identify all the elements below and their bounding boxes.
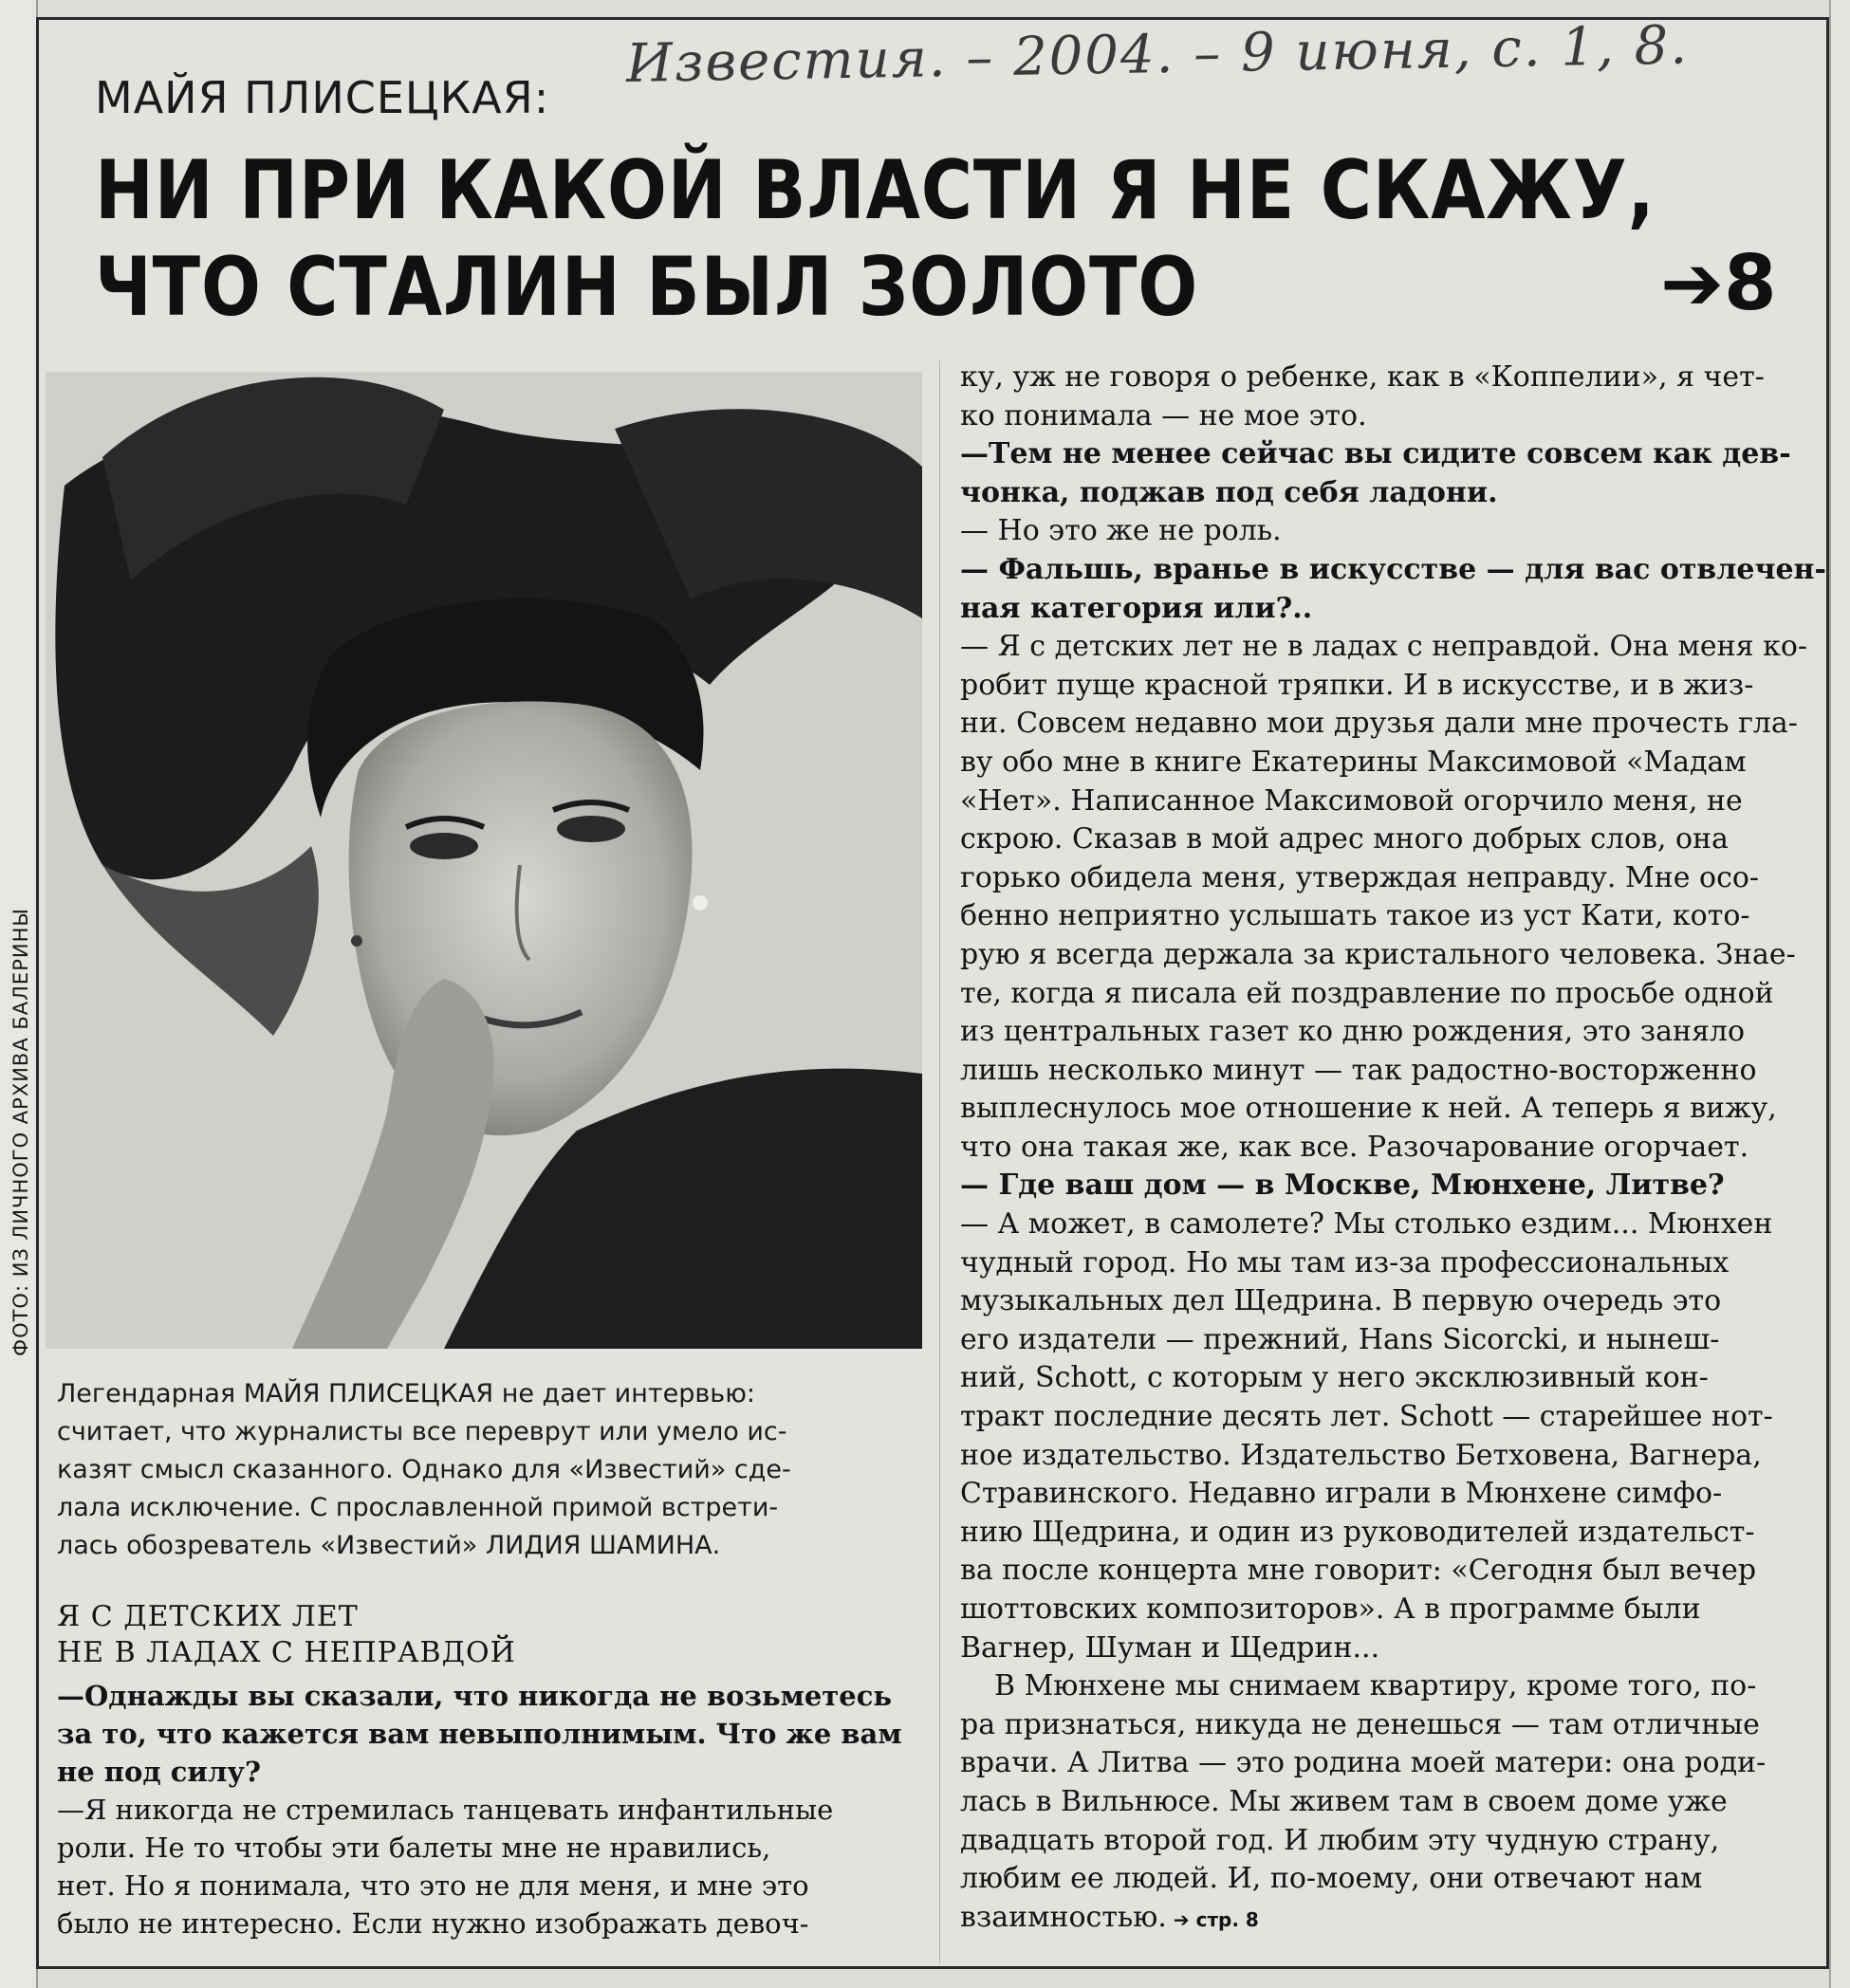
headline-line-2: ЧТО СТАЛИН БЫЛ ЗОЛОТО [95,240,1199,335]
answer-line [960,1090,1823,1129]
answer-line [960,1552,1823,1591]
line-text: его издатели — прежний, Hans Sicorcki, и нынеш- [960,1322,1720,1356]
subhead-line: НЕ В ЛАДАХ С НЕПРАВДОЙ [57,1636,516,1669]
line-text: чудный город. Но мы там из-за профессиональных [960,1245,1730,1279]
line-text: рую я всегда держала за кристального человека. Знае- [960,937,1796,971]
question-line: не под силу? [57,1756,261,1788]
line-text: чонка, поджав под себя ладони. [960,475,1498,509]
continued-page-ref: ➔8 [1660,239,1777,327]
answer-line [960,1359,1823,1398]
line-text: ва после концерта мне говорит: «Сегодня был вечер [960,1554,1757,1588]
answer-line [960,1282,1823,1321]
photo-credit: ФОТО: ИЗ ЛИЧНОГО АРХИВА БАЛЕРИНЫ [9,908,32,1356]
answer-line [960,1321,1823,1360]
right-column-text [960,359,1826,1939]
answer-line [960,1860,1823,1899]
line-text: двадцать второй год. И любим эту чудную страну, [960,1823,1720,1857]
answer-line [960,1783,1823,1822]
line-text: лишь несколько минут — так радостно-восторженно [960,1053,1757,1087]
subhead-line: Я С ДЕТСКИХ ЛЕТ [57,1600,359,1633]
line-text: ву обо мне в книге Екатерины Максимовой «Мадам [960,745,1747,779]
line-text: нию Щедрина, и один из руководителей издательст- [960,1515,1755,1549]
answer-line [960,1013,1823,1052]
line-text: В Мюнхене мы снимаем квартиру, кроме того, по- [994,1669,1757,1703]
line-text: ни. Совсем недавно мои друзья дали мне прочесть гла- [960,707,1798,741]
line-text: тракт последние десять лет. Schott — старейшее нот- [960,1400,1773,1434]
line-text: Вагнер, Шуман и Щедрин... [960,1630,1380,1665]
section-subhead [57,1599,920,1671]
answer-line [960,1667,1823,1706]
line-text: ку, уж не говоря о ребенке, как в «Коппелии», я чет- [960,360,1765,394]
line-text: —Тем не менее сейчас вы сидите совсем как дев- [960,437,1791,471]
answer-line [960,1244,1823,1283]
line-text: что она такая же, как все. Разочарование огорчает. [960,1130,1749,1164]
caption-line: лась обозреватель «Известий» ЛИДИЯ ШАМИНА. [57,1531,721,1560]
handwritten-source-note: Известия. – 2004. – 9 июня, с. 1, 8. [625,14,1690,95]
line-text: ное издательство. Издательство Бетховена, Вагнера, [960,1438,1762,1472]
line-text: горько обидела меня, утверждая неправду. Мне осо- [960,860,1760,894]
left-column-text [57,1599,920,1942]
caption-line: считает, что журналисты все переврут или умело ис- [57,1417,787,1446]
answer-line [960,782,1823,821]
interview-answer [57,1791,920,1942]
interview-question [57,1677,920,1791]
line-text: бенно неприятно услышать такое из уст Кати, кото- [960,899,1750,933]
line-text: лась в Вильнюсе. Мы живем там в своем доме уже [960,1784,1728,1818]
answer-line [960,1206,1823,1244]
answer-line [960,705,1823,744]
article-kicker: МАЙЯ ПЛИСЕЦКАЯ: [95,72,550,123]
article-headline [95,142,1656,336]
portrait-photo [46,372,922,1349]
answer-line [960,936,1823,975]
continued-page-link: ➔ стр. 8 [1166,1907,1259,1931]
line-text: взаимностью. [960,1900,1167,1934]
line-text: — А может, в самолете? Мы столько ездим... Мюнхен [960,1207,1773,1242]
answer-line [960,1744,1823,1783]
question-line [960,1167,1823,1206]
line-text: — Я с детских лет не в ладах с неправдой. Она меня ко- [960,630,1808,664]
line-text: «Нет». Написанное Максимовой огорчило меня, не [960,783,1743,818]
answer-line [960,667,1823,706]
line-text: робит пуще красной тряпки. И в искусстве, и в жиз- [960,668,1754,702]
caption-line: лала исключение. С прославленной примой встрети- [57,1493,779,1522]
line-text: ра признаться, никуда не денешься — там отличные [960,1707,1760,1741]
line-text: шоттовских композиторов». А в программе были [960,1592,1701,1626]
answer-line [960,1591,1823,1629]
line-text: ко понимала — не мое это. [960,398,1367,433]
answer-line [960,897,1823,936]
answer-line [960,1899,1823,1940]
answer-line [960,512,1823,551]
answer-line: роли. Не то чтобы эти балеты мне не нравились, [57,1832,771,1864]
line-text: — Но это же не роль. [960,514,1282,548]
right-margin-strip [1829,0,1850,1988]
answer-line [960,1629,1823,1668]
answer-line: было не интересно. Если нужно изображать девоч- [57,1907,809,1940]
answer-line [960,1514,1823,1553]
answer-line [960,1822,1823,1861]
answer-line [960,628,1823,667]
headline-line-1: НИ ПРИ КАКОЙ ВЛАСТИ Я НЕ СКАЖУ, [95,143,1656,238]
photo-caption [57,1375,920,1565]
answer-line [960,1052,1823,1091]
answer-line [960,975,1823,1014]
answer-line [960,1129,1823,1168]
question-line: за то, что кажется вам невыполнимым. Что же вам [57,1718,902,1750]
answer-line [960,1475,1823,1514]
answer-line [960,820,1823,859]
line-text: выплеснулось мое отношение к ней. А теперь я вижу, [960,1092,1777,1126]
line-text: те, когда я писала ей поздравление по просьбе одной [960,976,1774,1010]
question-line: —Однажды вы сказали, что никогда не возьметесь [57,1680,893,1712]
answer-line: —Я никогда не стремилась танцевать инфантильные [57,1794,834,1826]
question-line [960,551,1826,590]
question-line [960,435,1823,474]
line-text: любим ее людей. И, по-моему, они отвечают нам [960,1862,1703,1896]
line-text: из центральных газет ко дню рождения, это заняло [960,1015,1746,1049]
column-divider [939,360,940,1963]
line-text: Стравинского. Недавно играли в Мюнхене симфо- [960,1477,1723,1511]
answer-line [960,859,1823,898]
line-text: ний, Schott, с которым у него эксклюзивный кон- [960,1361,1709,1395]
question-line [960,590,1823,629]
answer-line [960,359,1823,397]
answer-line [960,744,1823,782]
question-line [960,474,1823,513]
line-text: — Где ваш дом — в Москве, Мюнхене, Литве? [960,1169,1725,1203]
caption-line: казят смысл сказанного. Однако для «Известий» сде- [57,1455,791,1484]
answer-line [960,1398,1823,1437]
line-text: музыкальных дел Щедрина. В первую очередь это [960,1284,1722,1318]
line-text: врачи. А Литва — это родина моей матери: она роди- [960,1746,1767,1780]
line-text: скрою. Сказав в мой адрес много добрых слов, она [960,822,1729,856]
portrait-photo-image [46,372,922,1349]
answer-line: нет. Но я понимала, что это не для меня, и мне это [57,1869,809,1902]
answer-line [960,1706,1823,1745]
line-text: ная категория или?.. [960,591,1313,625]
answer-line [960,1437,1823,1476]
line-text: — Фальшь, вранье в искусстве — для вас отвлечен- [960,552,1826,586]
answer-line [960,397,1823,436]
caption-line: Легендарная МАЙЯ ПЛИСЕЦКАЯ не дает интервью: [57,1379,756,1408]
